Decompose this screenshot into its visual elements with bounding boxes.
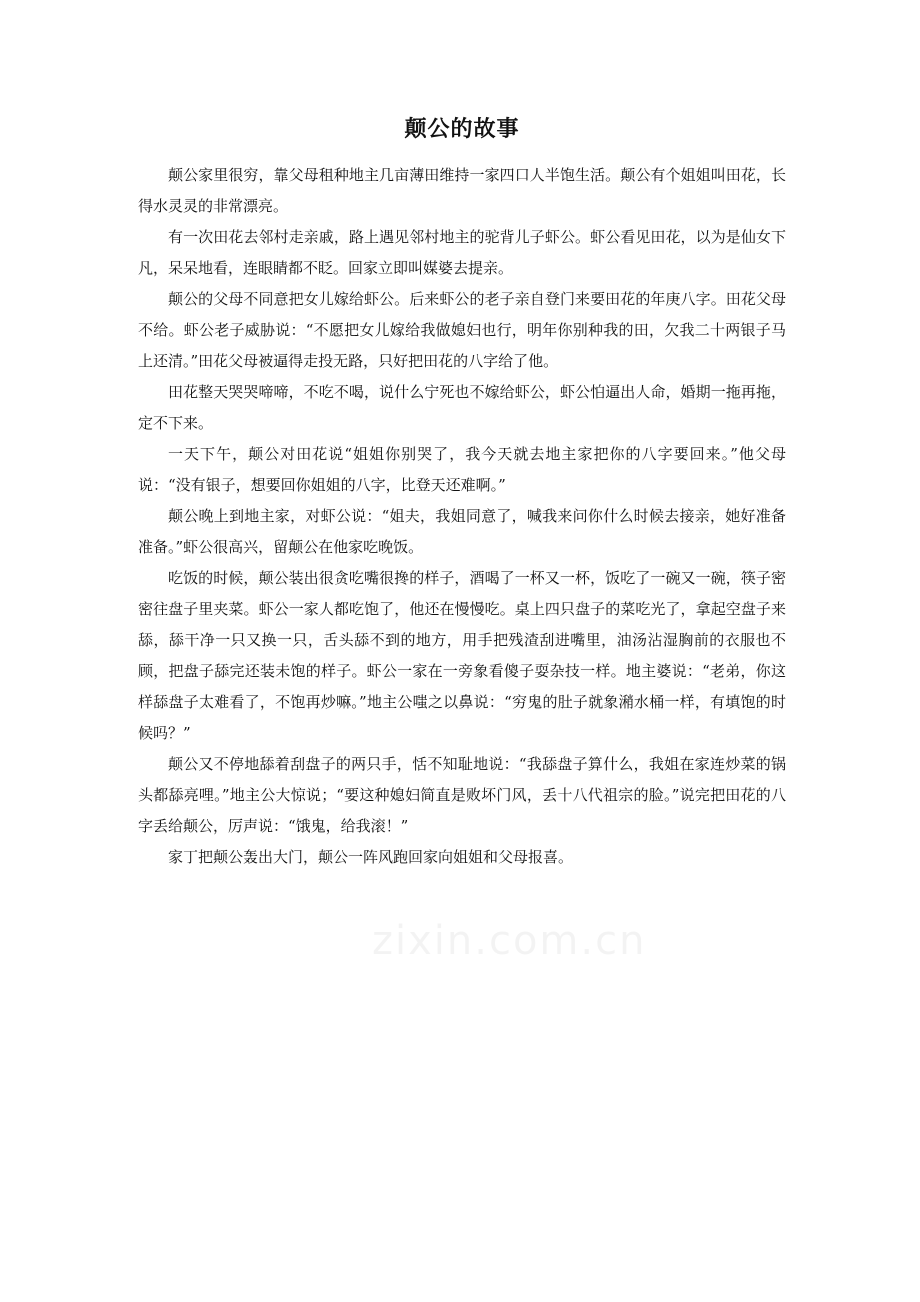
document-page bbox=[138, 112, 786, 873]
paragraph-3: 颠公的父母不同意把女儿嫁给虾公。后来虾公的老子亲自登门来要田花的年庚八字。田花父母不给。虾公老子威胁说：“不愿把女儿嫁给我做媳妇也行，明年你别种我的田，欠我二十两银子马上还清。”田花父母被逼得走投无路，只好把田花的八字给了他。 bbox=[138, 290, 786, 370]
paragraph-2: 有一次田花去邻村走亲戚，路上遇见邻村地主的驼背儿子虾公。虾公看见田花，以为是仙女下凡，呆呆地看，连眼睛都不眨。回家立即叫媒婆去提亲。 bbox=[138, 228, 786, 277]
paragraph-7: 吃饭的时候，颠公装出很贪吃嘴很搀的样子，酒喝了一杯又一杯，饭吃了一碗又一碗，筷子密密往盘子里夹菜。虾公一家人都吃饱了，他还在慢慢吃。桌上四只盘子的菜吃光了，拿起空盘子来舔，舔干净一只又换一只，舌头舔不到的地方，用手把残渣刮进嘴里，油汤沾湿胸前的衣服也不顾，把盘子舔完还装未饱的样子。虾公一家在一旁象看傻子耍杂技一样。地主婆说：“老弟，你这样舔盘子太难看了，不饱再炒嘛。”地主公嗤之以鼻说：“穷鬼的肚子就象潲水桶一样，有填饱的时候吗？” bbox=[138, 569, 786, 742]
watermark bbox=[372, 918, 646, 964]
paragraph-1: 颠公家里很穷，靠父母租种地主几亩薄田维持一家四口人半饱生活。颠公有个姐姐叫田花，长得水灵灵的非常漂亮。 bbox=[138, 166, 786, 215]
paragraph-4: 田花整天哭哭啼啼，不吃不喝，说什么宁死也不嫁给虾公，虾公怕逼出人命，婚期一拖再拖，定不下来。 bbox=[138, 383, 786, 432]
paragraph-5: 一天下午，颠公对田花说“姐姐你别哭了，我今天就去地主家把你的八字要回来。”他父母说：“没有银子，想要回你姐姐的八字，比登天还难啊。” bbox=[138, 445, 786, 494]
paragraph-8: 颠公又不停地舔着刮盘子的两只手，恬不知耻地说：“我舔盘子算什么，我姐在家连炒菜的锅头都舔亮哩。”地主公大惊说；“要这种媳妇简直是败坏门风，丢十八代祖宗的脸。”说完把田花的八字丢给颠公，厉声说：“饿鬼，给我滚！” bbox=[138, 755, 786, 835]
document-title: 颠公的故事 bbox=[404, 116, 520, 142]
paragraph-6: 颠公晚上到地主家，对虾公说：“姐夫，我姐同意了，喊我来问你什么时候去接亲，她好准备准备。”虾公很高兴，留颠公在他家吃晚饭。 bbox=[138, 507, 786, 556]
paragraph-9: 家丁把颠公轰出大门，颠公一阵风跑回家向姐姐和父母报喜。 bbox=[168, 848, 574, 866]
